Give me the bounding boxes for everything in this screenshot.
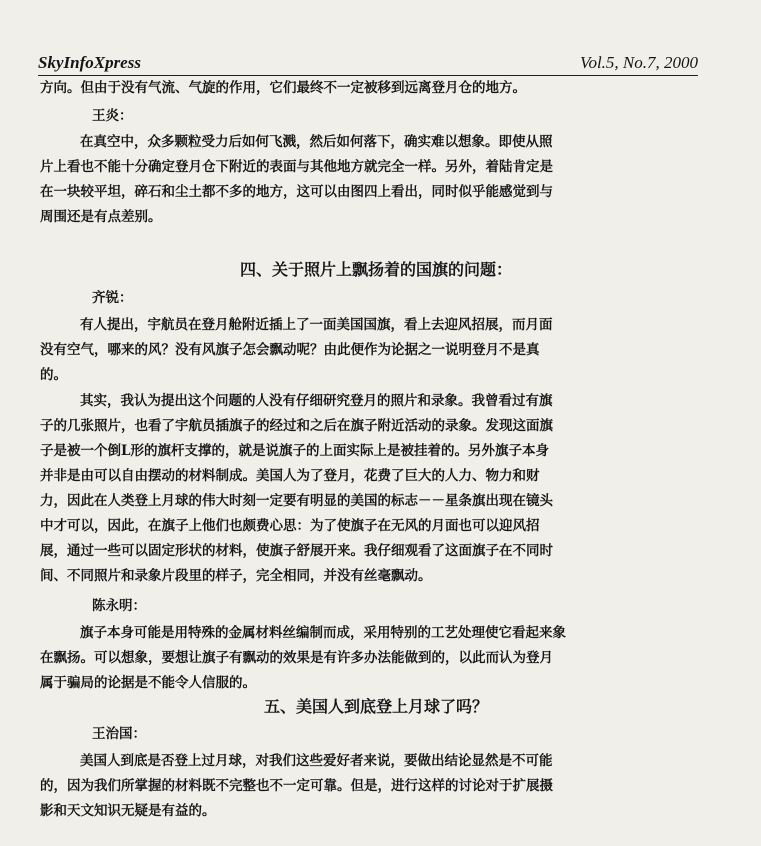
text-line: 属于骗局的论据是不能令人信服的。 — [40, 675, 256, 691]
speaker-name: 陈永明： — [92, 598, 146, 614]
running-header — [38, 53, 698, 76]
text-line: 的，因为我们所掌握的材料既不完整也不一定可靠。但是，进行这样的讨论对于扩展摄 — [40, 778, 553, 794]
text-line: 并非是由可以自由摆动的材料制成。美国人为了登月，花费了巨大的人力、物力和财 — [40, 468, 540, 484]
text-line: 旗子本身可能是用特殊的金属材料丝编制而成，采用特别的工艺处理使它看起来象 — [80, 625, 566, 641]
speaker-name: 王炎： — [92, 108, 133, 124]
text-line: 力，因此在人类登上月球的伟大时刻一定要有明显的美国的标志－－星条旗出现在镜头 — [40, 493, 553, 509]
section-heading: 五、美国人到底登上月球了吗？ — [263, 697, 488, 716]
text-line: 有人提出，宇航员在登月舱附近插上了一面美国国旗，看上去迎风招展，而月面 — [80, 317, 553, 333]
text-line: 子的几张照片，也看了宇航员插旗子的经过和之后在旗子附近活动的录象。发现这面旗 — [40, 418, 553, 434]
text-line: 片上看也不能十分确定登月仓下附近的表面与其他地方就完全一样。另外，着陆肯定是 — [40, 159, 553, 175]
text-line: 影和天文知识无疑是有益的。 — [40, 803, 216, 819]
text-line: 其实，我认为提出这个问题的人没有仔细研究登月的照片和录象。我曾看过有旗 — [80, 393, 553, 409]
speaker-name: 王治国： — [92, 726, 146, 742]
text-line: 在一块较平坦，碎石和尘土都不多的地方，这可以由图四上看出，同时似乎能感觉到与 — [40, 184, 553, 200]
text-line: 展，通过一些可以固定形状的材料，使旗子舒展开来。我仔细观看了这面旗子在不同时 — [40, 543, 553, 559]
text-line: 间、不同照片和录象片段里的样子，完全相同，并没有丝毫飘动。 — [40, 568, 432, 584]
journal-name: SkyInfoXpress — [38, 53, 141, 72]
text-line: 的。 — [40, 367, 67, 383]
text-line: 没有空气，哪来的风？没有风旗子怎会飘动呢？由此便作为论据之一说明登月不是真 — [40, 342, 540, 358]
text-line: 周围还是有点差别。 — [40, 209, 162, 225]
text-line: 美国人到底是否登上过月球，对我们这些爱好者来说，要做出结论显然是不可能 — [80, 753, 553, 769]
text-line: 方向。但由于没有气流、气旋的作用，它们最终不一定被移到远离登月仓的地方。 — [40, 80, 526, 96]
section-heading: 四、关于照片上飘扬着的国旗的问题： — [239, 260, 512, 279]
issue-info: Vol.5, No.7, 2000 — [579, 53, 698, 72]
text-line: 中才可以，因此，在旗子上他们也颇费心思：为了使旗子在无风的月面也可以迎风招 — [40, 518, 540, 534]
text-line: 子是被一个倒L形的旗杆支撑的，就是说旗子的上面实际上是被挂着的。另外旗子本身 — [40, 443, 549, 459]
text-line: 在飘扬。可以想象，要想让旗子有飘动的效果是有许多办法能做到的，以此而认为登月 — [40, 650, 553, 666]
text-line: 在真空中，众多颗粒受力后如何飞溅，然后如何落下，确实难以想象。即使从照 — [80, 134, 553, 150]
speaker-name: 齐锐： — [92, 290, 133, 306]
